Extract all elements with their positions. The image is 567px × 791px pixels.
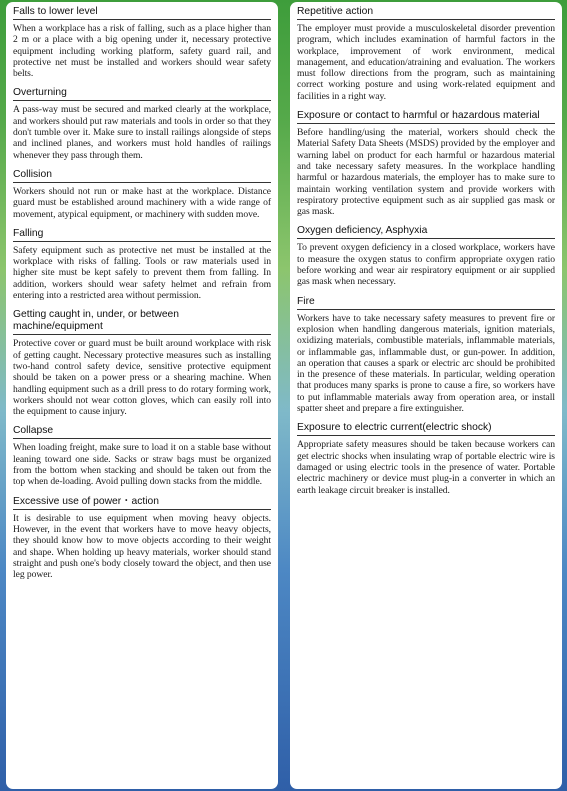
- section-body: Appropriate safety measures should be taken because workers can get electric shocks when insulating wrap of portable electric wire is damaged or using electric tools in the presence of water. Portable electric machinery or device must plug-in a converter in which an earth leakage circuit breaker is installed.: [297, 439, 555, 496]
- section-hazardous-material: [297, 110, 555, 217]
- section-collapse: [13, 425, 271, 487]
- left-panel: [6, 2, 278, 789]
- section-title: Getting caught in, under, or between machine/equipment: [13, 309, 271, 335]
- section-oxygen-deficiency: [297, 225, 555, 287]
- section-title: Exposure or contact to harmful or hazardous material: [297, 110, 555, 124]
- section-getting-caught: [13, 309, 271, 417]
- section-falls-to-lower-level: [13, 6, 271, 79]
- section-body: Safety equipment such as protective net must be installed at the workplace with risks of falling. Tools or raw materials used in higher site must be kept safely to prevent them from falling. In addition, workers should wear safety helmet and refrain from entering into a restricted area without permission.: [13, 244, 271, 302]
- section-body: When loading freight, make sure to load it on a stable base without leaning toward one side. Sacks or straw bags must be organized from the bottom when stacking and should be taken out from the top when de-loading. Avoid pulling down stacks from the middle.: [13, 442, 271, 488]
- section-fire: [297, 296, 555, 415]
- right-panel: [290, 2, 562, 789]
- section-title: Collapse: [13, 425, 271, 439]
- section-title: Exposure to electric current(electric shock): [297, 422, 555, 436]
- section-title: Repetitive action: [297, 6, 555, 20]
- section-electric-shock: [297, 422, 555, 495]
- section-body: Workers have to take necessary safety measures to prevent fire or explosion when handling dangerous materials, ignition materials, oxidizing materials, combustible materials, inflammable materials, or inflammable gas, inflammable dust, or gun-power. In addition, an operation that causes a spark or electric arc should be prohibited in the presence of these materials. In particular, welding operation that produces many sparks is prone to cause a fire, so workers have to put inflammable materials away from operation area, or install spatter sheet and prepare a fire extinguisher.: [297, 312, 555, 415]
- section-collision: [13, 169, 271, 220]
- section-title: Falling: [13, 228, 271, 242]
- section-overturning: [13, 87, 271, 160]
- section-title: Collision: [13, 169, 271, 183]
- section-body: When a workplace has a risk of falling, such as a place higher than 2 m or a place with a big opening under it, necessary protective equipment including working platform, safety guard rail, and protective net must be installed and workers should wear safety belts.: [13, 23, 271, 80]
- section-title: Oxygen deficiency, Asphyxia: [297, 225, 555, 239]
- section-body: It is desirable to use equipment when moving heavy objects. However, in the event that workers have to move heavy objects, they should know how to move objects according to their weight and shape. When holding up heavy materials, worker should stand straight and push one's body closely toward the object, and then use leg power.: [13, 512, 271, 581]
- section-body: A pass-way must be secured and marked clearly at the workplace, and workers should put raw materials and tools in order so that they don't tumble over it. Make sure to install railings alongside of steps and inclined planes, and workers must hold handles of railings whenever they pass through them.: [13, 104, 271, 161]
- section-body: Workers should not run or make hast at the workplace. Distance guard must be established around machinery with a wide range of movement, atypical equipment, or machinery with sudden move.: [13, 185, 271, 220]
- section-body: To prevent oxygen deficiency in a closed workplace, workers have to measure the oxygen status to confirm appropriate oxygen ratio before working and wear air respiratory equipment or air supplied gas mask when necessary.: [297, 242, 555, 288]
- section-title: Fire: [297, 296, 555, 310]
- section-title: Excessive use of power・action: [13, 496, 271, 510]
- section-body: Protective cover or guard must be built around workplace with risk of getting caught. Necessary protective measures such as installing two-hand control safety device, sensitive protective equipment should be taken on a power press or a shearing machine. When handling equipment such as a drill press to do rotary forming work, workers should not wear cotton gloves, which can easily roll into the equipment to cause injury.: [13, 338, 271, 418]
- section-body: Before handling/using the material, workers should check the Material Safety Data Sheets (MSDS) provided by the employer and warning label on product for each harmful or hazardous material and take necessary safety measures. In the workplace handling harmful or hazardous materials, the employer has to make sure to maintain working ventilation system and provide workers with respiratory protective equipment such as air supplied gas mask or gas mask.: [297, 127, 555, 218]
- section-repetitive-action: [297, 6, 555, 102]
- section-body: The employer must provide a musculoskeletal disorder prevention program, which includes examination of harmful factors in the workplace, improvement of work environment, medical management, and education/atraining and evaluation. The workers must follow directions from the program, such as maintaining correct working posture and using work-related equipment and facilities in a right way.: [297, 23, 555, 102]
- section-falling: [13, 228, 271, 301]
- section-excessive-use-of-power: [13, 496, 271, 581]
- section-title: Falls to lower level: [13, 6, 271, 20]
- section-title: Overturning: [13, 87, 271, 101]
